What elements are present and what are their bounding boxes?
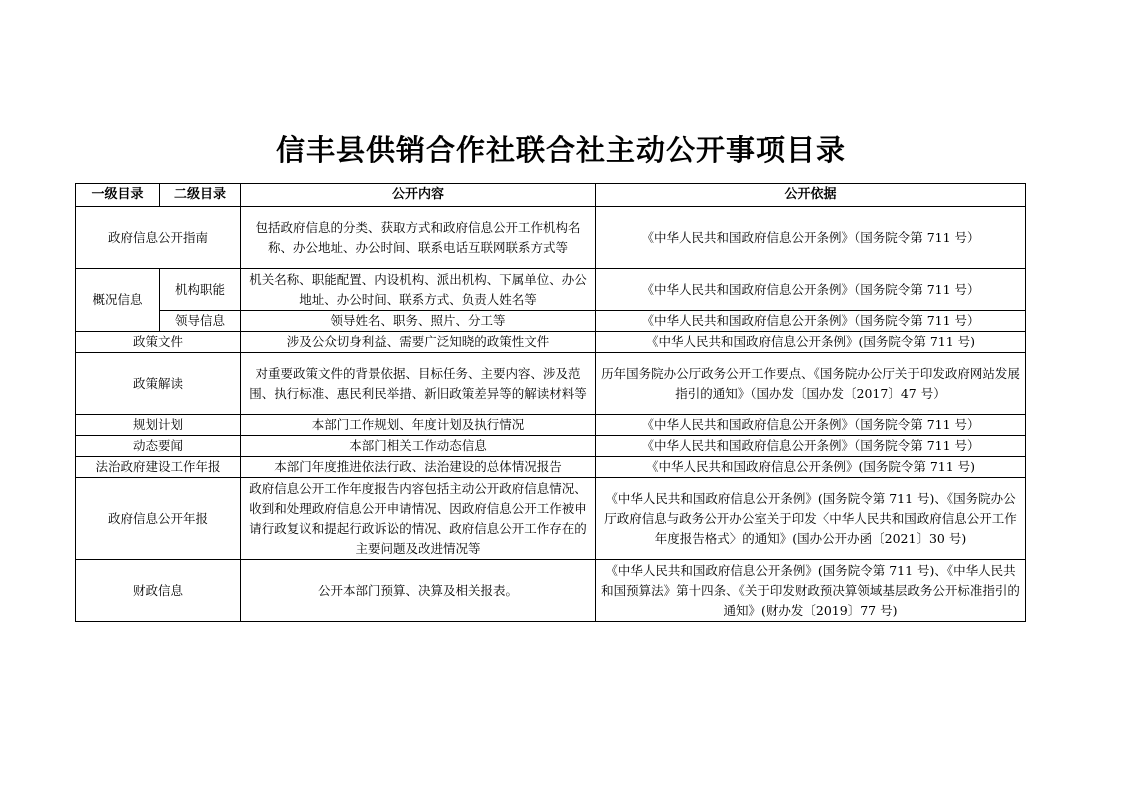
row-level1: 政策解读 xyxy=(76,353,241,415)
row-basis: 《中华人民共和国政府信息公开条例》(国务院令第 711 号) xyxy=(596,457,1026,478)
table-row xyxy=(76,311,1026,332)
row-level1: 政策文件 xyxy=(76,332,241,353)
table-row xyxy=(76,269,1026,311)
row-basis: 历年国务院办公厅政务公开工作要点、《国务院办公厅关于印发政府网站发展指引的通知》（国办发〔国办发〔2017〕47 号） xyxy=(596,353,1026,415)
row-content: 本部门相关工作动态信息 xyxy=(241,436,596,457)
row-basis: 《中华人民共和国政府信息公开条例》（国务院令第 711 号） xyxy=(596,436,1026,457)
table-row xyxy=(76,457,1026,478)
row-basis: 《中华人民共和国政府信息公开条例》(国务院令第 711 号)、《国务院办公厅政府信息与政务公开办公室关于印发〈中华人民共和国政府信息公开工作年度报告格式〉的通知》(国办公开办函〔2021〕30 号) xyxy=(596,478,1026,560)
table-row xyxy=(76,560,1026,622)
row-basis: 《中华人民共和国政府信息公开条例》（国务院令第 711 号） xyxy=(596,207,1026,269)
header-basis: 公开依据 xyxy=(596,184,1026,207)
row-content: 公开本部门预算、决算及相关报表。 xyxy=(241,560,596,622)
header-level2: 二级目录 xyxy=(160,184,241,207)
row-level1: 规划计划 xyxy=(76,415,241,436)
row-content: 领导姓名、职务、照片、分工等 xyxy=(241,311,596,332)
row-basis: 《中华人民共和国政府信息公开条例》(国务院令第 711 号) xyxy=(596,332,1026,353)
page-title: 信丰县供销合作社联合社主动公开事项目录 xyxy=(275,133,846,167)
row-level1: 法治政府建设工作年报 xyxy=(76,457,241,478)
row-basis: 《中华人民共和国政府信息公开条例》（国务院令第 711 号） xyxy=(596,269,1026,311)
row-level2: 机构职能 xyxy=(160,269,241,311)
row-content: 政府信息公开工作年度报告内容包括主动公开政府信息情况、收到和处理政府信息公开申请情况、因政府信息公开工作被申请行政复议和提起行政诉讼的情况、政府信息公开工作存在的主要问题及改进情况等 xyxy=(241,478,596,560)
table-row xyxy=(76,478,1026,560)
row-basis: 《中华人民共和国政府信息公开条例》(国务院令第 711 号)、《中华人民共和国预算法》第十四条、《关于印发财政预决算领域基层政务公开标准指引的通知》(财办发〔2019〕77 号) xyxy=(596,560,1026,622)
row-content: 本部门年度推进依法行政、法治建设的总体情况报告 xyxy=(241,457,596,478)
row-level2: 领导信息 xyxy=(160,311,241,332)
row-content: 对重要政策文件的背景依据、目标任务、主要内容、涉及范围、执行标准、惠民利民举措、新旧政策差异等的解读材料等 xyxy=(241,353,596,415)
header-level1: 一级目录 xyxy=(76,184,160,207)
disclosure-catalog-table xyxy=(75,183,1026,622)
row-level1: 概况信息 xyxy=(76,269,160,332)
row-level1: 动态要闻 xyxy=(76,436,241,457)
table-row xyxy=(76,436,1026,457)
table-row xyxy=(76,353,1026,415)
row-content: 本部门工作规划、年度计划及执行情况 xyxy=(241,415,596,436)
row-level1: 财政信息 xyxy=(76,560,241,622)
table-row xyxy=(76,207,1026,269)
row-content: 涉及公众切身利益、需要广泛知晓的政策性文件 xyxy=(241,332,596,353)
row-content: 包括政府信息的分类、获取方式和政府信息公开工作机构名称、办公地址、办公时间、联系电话互联网联系方式等 xyxy=(241,207,596,269)
header-content: 公开内容 xyxy=(241,184,596,207)
row-basis: 《中华人民共和国政府信息公开条例》（国务院令第 711 号） xyxy=(596,415,1026,436)
row-content: 机关名称、职能配置、内设机构、派出机构、下属单位、办公地址、办公时间、联系方式、负责人姓名等 xyxy=(241,269,596,311)
table-row xyxy=(76,332,1026,353)
table-header-row xyxy=(76,184,1026,207)
table-row xyxy=(76,415,1026,436)
row-level1: 政府信息公开指南 xyxy=(76,207,241,269)
row-level1: 政府信息公开年报 xyxy=(76,478,241,560)
row-basis: 《中华人民共和国政府信息公开条例》（国务院令第 711 号） xyxy=(596,311,1026,332)
